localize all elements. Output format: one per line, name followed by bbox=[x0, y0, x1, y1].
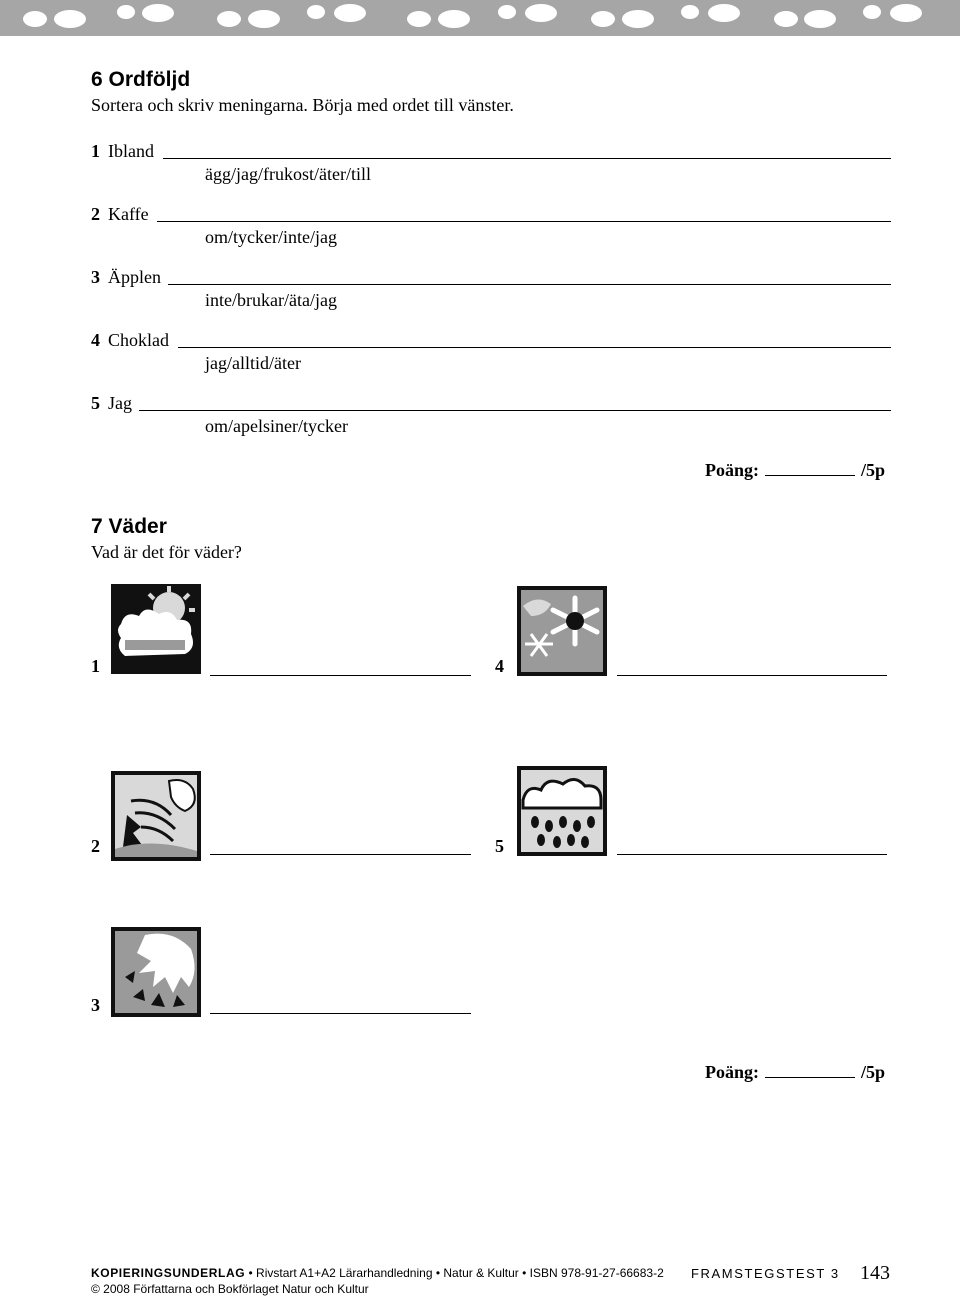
score-field bbox=[705, 460, 885, 481]
answer-line[interactable] bbox=[210, 854, 471, 855]
section-6-title: 6 Ordföljd bbox=[91, 68, 191, 91]
section-7-title: 7 Väder bbox=[91, 515, 167, 538]
answer-line[interactable] bbox=[617, 675, 887, 676]
footprints-icon bbox=[0, 0, 960, 36]
answer-line[interactable] bbox=[163, 158, 891, 159]
answer-line[interactable] bbox=[168, 284, 891, 285]
bullet-icon: • bbox=[435, 1266, 444, 1280]
sentence-start-word: Ibland bbox=[108, 141, 154, 161]
word-list: jag/alltid/äter bbox=[205, 353, 301, 373]
answer-line[interactable] bbox=[139, 410, 891, 411]
section-7-instruction: Vad är det för väder? bbox=[91, 542, 242, 562]
snow-icon bbox=[517, 586, 607, 676]
question-number: 3 bbox=[91, 267, 100, 287]
weather-number: 1 bbox=[91, 656, 100, 676]
score-blank[interactable] bbox=[765, 1077, 855, 1078]
score-field bbox=[705, 1062, 885, 1083]
score-max: /5p bbox=[861, 1062, 886, 1082]
word-list: ägg/jag/frukost/äter/till bbox=[205, 164, 371, 184]
answer-line[interactable] bbox=[178, 347, 891, 348]
bullet-icon: • bbox=[522, 1266, 530, 1280]
sentence-start-word: Äpplen bbox=[108, 267, 161, 287]
footer-info bbox=[91, 1266, 664, 1280]
page-number: 143 bbox=[860, 1262, 890, 1284]
rain-icon bbox=[517, 766, 607, 856]
answer-line[interactable] bbox=[210, 1013, 471, 1014]
answer-line[interactable] bbox=[617, 854, 887, 855]
word-list: om/apelsiner/tycker bbox=[205, 416, 348, 436]
footer-isbn: ISBN 978-91-27-66683-2 bbox=[529, 1266, 664, 1280]
section-6-instruction: Sortera och skriv meningarna. Börja med ordet till vänster. bbox=[91, 95, 514, 115]
word-list: om/tycker/inte/jag bbox=[205, 227, 337, 247]
question-number: 5 bbox=[91, 393, 100, 413]
question-number: 2 bbox=[91, 204, 100, 224]
answer-line[interactable] bbox=[210, 675, 471, 676]
weather-number: 4 bbox=[495, 656, 504, 676]
footer-publisher: Natur & Kultur bbox=[443, 1266, 519, 1280]
footer-copyright: © 2008 Författarna och Bokförlaget Natur och Kultur bbox=[91, 1282, 369, 1296]
score-blank[interactable] bbox=[765, 475, 855, 476]
question-number: 4 bbox=[91, 330, 100, 350]
sentence-start-word: Jag bbox=[108, 393, 132, 413]
score-max: /5p bbox=[861, 460, 886, 480]
sun-behind-cloud-icon bbox=[111, 584, 201, 674]
sentence-start-word: Choklad bbox=[108, 330, 169, 350]
score-label: Poäng: bbox=[705, 1062, 759, 1082]
footer-book: Rivstart A1+A2 Lärarhandledning bbox=[256, 1266, 433, 1280]
footer-kopieringsunderlag: KOPIERINGSUNDERLAG bbox=[91, 1266, 246, 1280]
word-list: inte/brukar/äta/jag bbox=[205, 290, 337, 310]
footer-test-name: FRAMSTEGSTEST 3 bbox=[691, 1266, 840, 1281]
sunny-icon bbox=[111, 927, 201, 1017]
answer-line[interactable] bbox=[157, 221, 891, 222]
weather-number: 5 bbox=[495, 836, 504, 856]
wind-icon bbox=[111, 771, 201, 861]
sentence-start-word: Kaffe bbox=[108, 204, 149, 224]
question-number: 1 bbox=[91, 141, 100, 161]
weather-number: 2 bbox=[91, 836, 100, 856]
bullet-icon: • bbox=[248, 1266, 257, 1280]
footprint-border bbox=[0, 0, 960, 36]
weather-number: 3 bbox=[91, 995, 100, 1015]
score-label: Poäng: bbox=[705, 460, 759, 480]
